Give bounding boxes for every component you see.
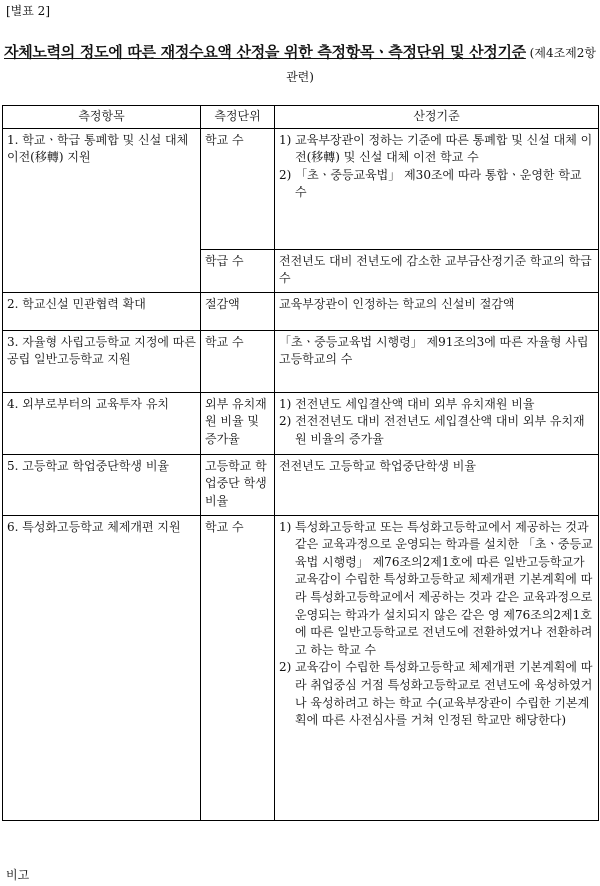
row-5-unit: 고등학교 학업중단 학생비율 <box>201 454 275 515</box>
row-4-criteria <box>275 392 599 454</box>
title-main: 자체노력의 정도에 따른 재정수요액 산정을 위한 측정항목ㆍ측정단위 및 산정기준 <box>4 43 526 61</box>
annex-label: [별표 2] <box>6 4 50 18</box>
document-title <box>4 40 596 89</box>
row-1a-criteria <box>275 128 599 249</box>
criteria-list-item: 2) 「초ㆍ중등교육법」 제30조에 따라 통합ㆍ운영한 학교 수 <box>279 167 582 200</box>
row-5-criteria: 전전년도 고등학교 학업중단학생 비율 <box>275 454 599 515</box>
table-header-row <box>3 106 599 129</box>
row-2-unit: 절감액 <box>201 292 275 330</box>
table-row <box>3 128 599 249</box>
row-3-unit: 학교 수 <box>201 330 275 392</box>
row-6-unit: 학교 수 <box>201 515 275 820</box>
row-4-unit: 외부 유치재원 비율 및 증가율 <box>201 392 275 454</box>
row-1b-criteria: 전전년도 대비 전년도에 감소한 교부금산정기준 학교의 학급 수 <box>275 249 599 292</box>
table-row <box>3 515 599 820</box>
table-row <box>3 454 599 515</box>
row-6-criteria <box>275 515 599 820</box>
table-row <box>3 392 599 454</box>
remark-label: 비고 <box>6 868 30 882</box>
criteria-list-item: 2) 전전전년도 대비 전전년도 세입결산액 대비 외부 유치재원 비율의 증가율 <box>279 414 585 446</box>
header-unit: 측정단위 <box>201 106 275 129</box>
row-3-item: 3. 자율형 사립고등학교 지정에 따른 공립 일반고등학교 지원 <box>3 330 201 392</box>
row-3-criteria: 「초ㆍ중등교육법 시행령」 제91조의3에 따른 자율형 사립고등학교의 수 <box>275 330 599 392</box>
criteria-table <box>2 105 599 821</box>
row-6-item: 6. 특성화고등학교 체제개편 지원 <box>3 515 201 820</box>
table-row <box>3 330 599 392</box>
header-item: 측정항목 <box>3 106 201 129</box>
criteria-list-item: 1) 전전년도 세입결산액 대비 외부 유치재원 비율 <box>279 396 535 411</box>
row-5-item: 5. 고등학교 학업중단학생 비율 <box>3 454 201 515</box>
criteria-list-item: 1) 특성화고등학교 또는 특성화고등학교에서 제공하는 것과 같은 교육과정으로 운영되는 학과를 설치한 「초ㆍ중등교육법 시행령」 제76조의2제1호에 따른 일반고등학교가 교육감이 수립한 특성화고등학교 체제개편 기본계획에 따라 특성화고등학교에서 제공하는 것과 같은 교육과정으로 운영되는 학과가 설치되지 않은 같은 영 제76조의2제1호에 따른 일반고등학교로 전년도에 전환하였거나 전환하려고 하는 학교 수 <box>279 519 593 657</box>
row-2-criteria: 교육부장관이 인정하는 학교의 신설비 절감액 <box>275 292 599 330</box>
table-row <box>3 292 599 330</box>
criteria-list-item: 2) 교육감이 수립한 특성화고등학교 체제개편 기본계획에 따라 취업중심 거점 특성화고등학교로 전년도에 육성하였거나 육성하려고 하는 학교 수(교육부장관이 수립한 기본계획에 따른 사전심사를 거쳐 인정된 학교만 해당한다) <box>279 660 593 728</box>
row-1b-unit: 학급 수 <box>201 249 275 292</box>
title-reference: (제4조제2항 관련) <box>286 46 596 84</box>
criteria-list-item: 1) 교육부장관이 정하는 기준에 따른 통폐합 및 신설 대체 이전(移轉) 및 신설 대체 이전 학교 수 <box>279 132 593 165</box>
header-criteria: 산정기준 <box>275 106 599 129</box>
row-1a-unit: 학교 수 <box>201 128 275 249</box>
row-1-item: 1. 학교ㆍ학급 통폐합 및 신설 대체 이전(移轉) 지원 <box>3 128 201 292</box>
row-4-item: 4. 외부로부터의 교육투자 유치 <box>3 392 201 454</box>
row-2-item: 2. 학교신설 민관협력 확대 <box>3 292 201 330</box>
